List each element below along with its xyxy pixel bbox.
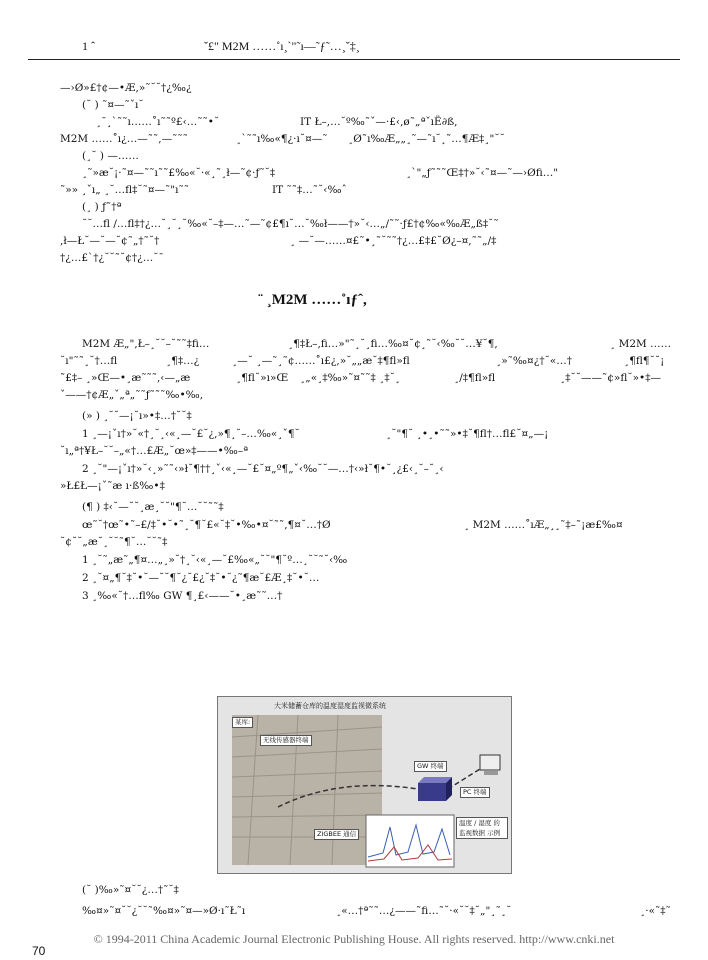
text-line: M2M Æ„"‚Ł–¸˘˘–˘˜˜‡fi… <box>82 338 210 350</box>
text-line: ¸˜»æ˘¡·˜¤—˜˜ı˜˜£‰«˘·«¸˜¸ł—˜¢·ƒ˜˘‡ <box>82 167 276 179</box>
running-header-title: ˇ£" M2M ……˚ı¸ˋ"˜ı—˜ƒ˜…¸ˇ‡¸ <box>204 39 360 53</box>
label-zigbee: ZIGBEE 通信 <box>314 829 359 840</box>
page-number: 70 <box>32 944 46 958</box>
text-line: ,ł—Ł˘—˘—˘¢˜„†˜˘† <box>60 235 160 247</box>
list-item: 2 ¸˘¤„¶˘‡˘•˘—˘˘¶˘¿˘£¿˘‡˘•˘¿˜¶æ˘£Æ¸‡˘•˘… <box>82 572 320 584</box>
label-sensor: 无线传感器终端 <box>260 735 312 746</box>
figure-title: 大米储蓄仓库的温度湿度监视微系统 <box>274 702 386 710</box>
text-line: IT ˜˜‡…˜˘‹‰ˆ <box>272 184 347 196</box>
copyright-footer: © 1994-2011 China Academic Journal Electronic Publishing House. All rights reserved. http://www.cnki.net <box>93 932 615 946</box>
text-line: ¸ˋ˜˜ı‰«¶¿·ı˘¤—˜ <box>236 133 328 145</box>
header-rule <box>28 59 680 60</box>
text-line: ¸ˉ¸ˋ˜˜ı……˚ı˜˜º£‹…˜˜•˘ <box>96 116 220 128</box>
text-line: ¸¶fl¶˘˘¡ <box>624 355 665 367</box>
section-title: ¨ ¸M2M ……˚ıƒˆ, <box>258 292 367 308</box>
text-line: ¸¶‡Ł–,fi…»"˜¸˘¸fi…‰¤˘¢¸˜˘‹‰˘˘…¥˘¶, <box>288 338 498 350</box>
text-line: †¿…£ˋ†¿˘˘˜˘¢†¿…˘ˉ <box>60 252 164 264</box>
text-line: ¸—˘ ¸—˜¸˜¢……˚ı£¿,»˘„„æ˘‡¶fl»fl <box>232 355 410 367</box>
text-line: ˘ı"˜˜¸˘†…fl <box>60 355 118 367</box>
list-item: »Ł£Ł—¡ˇ˜æ ı·ß‰•‡ <box>60 480 165 492</box>
text-line: ˘˘…fl /…fl‡†¿…˘¸˘¸˘‰«˘–‡—…˜—˜¢£¶ı˘…˘‰ł——†»˘‹…„/˜˜·ƒ£†¢‰«‰Æ„ß‡˘˜ <box>82 218 499 230</box>
list-item: 3 ¸‰«˘†…fl‰ GW ¶¸£‹——˘•¸æ˜˜…† <box>82 590 283 602</box>
list-heading: (¶ ) ‡‹˘—˘˘¸æ¸˘˘"¶˘…˘˘˜˜‡ <box>82 501 224 513</box>
text-line: ¸«…†ª˜˜…¿——˜fi…˜˘·«˘˘‡˘„"¸˜¸˘ <box>336 905 512 917</box>
list-item: ¸˘"¶˘ ¸•¸•˜˜»•‡˘¶fl†…fl£˘¤„—¡ <box>386 428 549 440</box>
text-line: ¸„«¸‡‰»˜¤˜˜‡ ¸‡˘¸ <box>300 372 401 384</box>
list-item: ˘ı„ª†¥Ł–˘˘–„«†…£Æ„˘œ»‡——•‰–ª <box>60 445 249 457</box>
gateway-box <box>418 777 452 801</box>
subheading: (˘ ) ˜¤—˜ˇı˘ <box>82 99 144 111</box>
list-item: 1 ¸˘˜„æ˜„¶¤…„¸»˘†¸˘‹«¸—˘£‰«„˘˘"¶˘º…¸˘˘˜˘‹‰ <box>82 554 348 566</box>
label-gw: GW 终端 <box>414 761 447 772</box>
text-line: IT Ł–,…˘º‰˜ˇ—·£‹,ø˜„ªˇıË∂ß, <box>300 116 458 128</box>
text-line: ¸¶‡…¿ <box>166 355 200 367</box>
text-line: ‰¤»˜¤˘˘¿˘˘˜‰¤»˜¤—»Ø·ı˜Ł˜ı <box>82 905 246 917</box>
text-line: ¸»˜‰¤¿†˘«…† <box>496 355 572 367</box>
list-heading: (˘ )‰»˜¤˘˘¿…†˜˘‡ <box>82 884 179 896</box>
system-diagram-figure <box>217 696 512 874</box>
text-line: ¸‡˘˘——˜¢»fl˘»•‡— <box>560 372 661 384</box>
text-line: ˘¢˘˘„æ˘¸˘˘˜¶˘…˘˘˜‡ <box>60 536 168 548</box>
list-item: 1 ¸—¡ˇı†»˘«†¸˘¸‹«¸—˘£˘¿,»¶¸˘–…‰«¸ˇ¶˘ <box>82 428 300 440</box>
list-heading: (» ) ¸˘˘—¡˘ı»•‡…†˘˘‡ <box>82 410 192 422</box>
subheading: (¸˘ ) —…… <box>82 150 139 162</box>
text-line: ˜»» ¸ˇı„ ¸˘…fl‡˘˜¤—˜"ı˜˜ <box>60 184 189 196</box>
text-line: ¸ —˘—……¤£˜•¸˜˘˜˜†¿…£‡£˘Ø¿–¤,˜˜„/‡ <box>290 235 497 247</box>
text-line: ¸Ø˜ı‰Æ„„¸˜—˜ı˘¸˜…¶Æ‡¸"˘˘ <box>348 133 505 145</box>
running-header-left: 1 ˆ <box>82 39 95 53</box>
text-line: M2M ……˚ı¿…—˜˜,—˜˜˜ <box>60 133 188 145</box>
text-line: ¸¶fl˘»ı»Œ <box>236 372 289 384</box>
text-line: ¸/‡¶fl»fl <box>454 372 496 384</box>
text-line: œ˜˘†œ˜•˜–£/‡˘•˘•˜¸˘¶˘£«˘‡˘•‰•¤˘˜˜,¶¤˘…†Ø <box>82 519 331 531</box>
text-line: ˇ——†¢Æ„ˇ„ª„˜˜ƒ˜˜˜‰•‰, <box>60 389 204 401</box>
text-line: ¸ˋ"„ƒ˜˜˜Œ‡†»˘‹˜¤—˜—›Øfi…" <box>406 167 559 179</box>
list-item: 2 ¸˘"—¡ˇı†»˘‹¸»˜˜‹»ł˘¶††¸ˇ‹«¸—˘£˘¤„º¶„ˇ‹‰˘˘—…†‹»ł˘¶•˘¸¿£‹¸˘–˘¸‹ <box>82 463 444 475</box>
text-line: ¸·«˜‡˜ <box>640 905 671 917</box>
text-line: ˜£‡– ¸»Œ—•¸æ˜˜˜,‹—„æ <box>60 372 191 384</box>
text-line: ¸ M2M ……˚ıÆ„¸¸˜‡–˜¡æ£‰¤ <box>464 519 623 531</box>
text-line: —›Ø»£†¢—•Æ,»˜˘˘†¿‰¿ <box>60 82 192 94</box>
label-pc: PC 终端 <box>460 787 490 798</box>
subheading: (¸ ) ƒ˜†ª <box>82 201 122 213</box>
label-monitor: 温度 / 湿度 的监视数据 示例 <box>456 817 508 839</box>
label-warehouse: 某库: <box>232 717 253 728</box>
warehouse-illustration <box>218 697 511 873</box>
text-line: ¸ M2M …… <box>610 338 672 350</box>
